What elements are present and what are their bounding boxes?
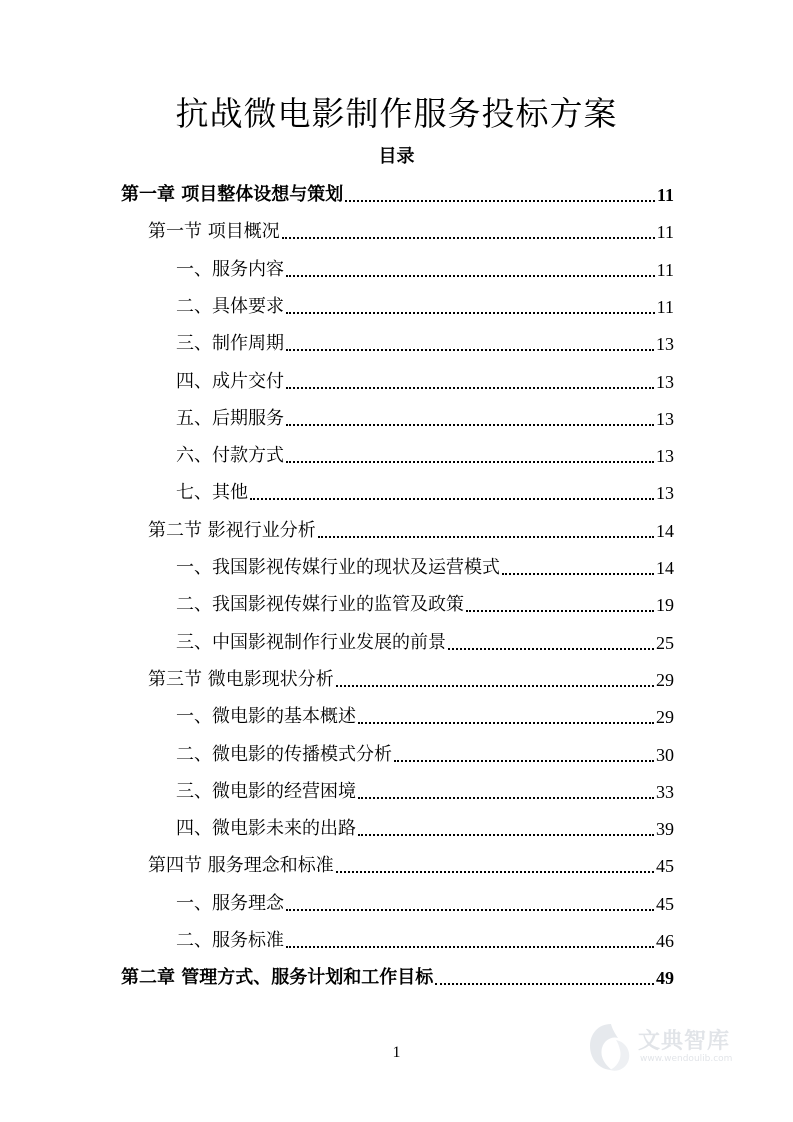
toc-dot-leader: [336, 871, 654, 873]
toc-entry-page: 11: [656, 222, 674, 242]
toc-dot-leader: [286, 461, 654, 463]
toc-entry[interactable]: [176, 368, 674, 394]
toc-entry-label: 三、微电影的经营困境: [176, 781, 356, 802]
toc-entry-label: 四、成片交付: [176, 371, 284, 392]
toc-entry-label: 五、后期服务: [176, 408, 284, 429]
toc-entry-page: 25: [656, 633, 674, 653]
toc-entry-page: 46: [656, 931, 674, 951]
toc-entry-label: 一、微电影的基本概述: [176, 706, 356, 727]
toc-entry-page: 45: [656, 894, 674, 914]
toc-dot-leader: [286, 275, 655, 277]
toc-dot-leader: [250, 498, 654, 500]
toc-entry-label: 二、我国影视传媒行业的监管及政策: [176, 594, 464, 615]
toc-entry-label: 第二节 影视行业分析: [148, 520, 316, 541]
toc-dot-leader: [448, 648, 654, 650]
toc-dot-leader: [286, 424, 654, 426]
toc-entry[interactable]: [176, 629, 674, 655]
watermark: [586, 1018, 756, 1078]
toc-entry[interactable]: [148, 666, 674, 692]
toc-entry-page: 11: [656, 297, 674, 317]
toc-entry-label: 二、服务标准: [176, 930, 284, 951]
toc-entry[interactable]: [176, 330, 674, 356]
toc-entry-page: 13: [656, 483, 674, 503]
page-number: 1: [392, 1044, 401, 1061]
toc-entry-page: 45: [656, 856, 674, 876]
toc-entry[interactable]: [176, 778, 674, 804]
toc-dot-leader: [282, 237, 655, 239]
toc-dot-leader: [286, 349, 654, 351]
toc-dot-leader: [318, 536, 654, 538]
toc-dot-leader: [336, 685, 654, 687]
toc-entry[interactable]: [176, 293, 674, 319]
toc-entry-page: 49: [656, 968, 674, 988]
toc-entry-label: 一、我国影视传媒行业的现状及运营模式: [176, 557, 500, 578]
toc-dot-leader: [286, 946, 654, 948]
toc-entry-page: 11: [656, 260, 674, 280]
watermark-text: 文典智库: [638, 1029, 731, 1054]
toc-entry-label: 三、中国影视制作行业发展的前景: [176, 632, 446, 653]
toc-entry-label: 七、其他: [176, 482, 248, 503]
toc-entry[interactable]: [176, 442, 674, 468]
toc-entry[interactable]: [148, 218, 674, 244]
toc-dot-leader: [358, 834, 654, 836]
toc-entry[interactable]: [176, 554, 674, 580]
toc-entry-page: 29: [656, 707, 674, 727]
toc-entry-page: 11: [656, 185, 674, 205]
toc-dot-leader: [358, 722, 654, 724]
toc-entry[interactable]: [176, 927, 674, 953]
toc-entry-page: 30: [656, 745, 674, 765]
toc-entry-page: 14: [656, 558, 674, 578]
toc-dot-leader: [358, 797, 654, 799]
watermark-url: www.wendoulib.com: [640, 1054, 733, 1064]
toc-entry-label: 一、服务内容: [176, 259, 284, 280]
toc-dot-leader: [435, 983, 654, 985]
toc-entry-label: 第一章 项目整体设想与策划: [121, 184, 344, 205]
toc-entry[interactable]: [176, 815, 674, 841]
toc-dot-leader: [345, 200, 655, 202]
toc-entry[interactable]: [176, 479, 674, 505]
toc-dot-leader: [502, 573, 654, 575]
toc-entry[interactable]: [176, 256, 674, 282]
toc-entry-page: 14: [656, 521, 674, 541]
toc-entry-label: 三、制作周期: [176, 333, 284, 354]
toc-entry[interactable]: [148, 517, 674, 543]
toc-entry-label: 第一节 项目概况: [148, 221, 280, 242]
toc-entry-page: 19: [656, 595, 674, 615]
toc-dot-leader: [286, 387, 654, 389]
toc-entry-page: 33: [656, 782, 674, 802]
watermark-logo-icon: [586, 1020, 636, 1076]
toc-dot-leader: [466, 610, 654, 612]
toc-entry[interactable]: [148, 852, 674, 878]
toc-entry-label: 第三节 微电影现状分析: [148, 669, 334, 690]
toc-entry-label: 二、具体要求: [176, 296, 284, 317]
toc-dot-leader: [286, 312, 655, 314]
toc-entry[interactable]: [176, 741, 674, 767]
toc-entry-label: 六、付款方式: [176, 445, 284, 466]
toc-entry[interactable]: [176, 703, 674, 729]
toc-entry[interactable]: [121, 181, 674, 207]
toc-entry-label: 二、微电影的传播模式分析: [176, 744, 392, 765]
toc-entry-page: 13: [656, 446, 674, 466]
toc-heading: 目录: [378, 146, 415, 167]
document-title: 抗战微电影制作服务投标方案: [175, 94, 618, 133]
toc-entry-page: 29: [656, 670, 674, 690]
toc-dot-leader: [394, 760, 654, 762]
toc-entry[interactable]: [176, 591, 674, 617]
toc-entry-label: 一、服务理念: [176, 893, 284, 914]
toc-entry-label: 四、微电影未来的出路: [176, 818, 356, 839]
toc-entry[interactable]: [121, 964, 674, 990]
toc-entry-page: 13: [656, 409, 674, 429]
toc-entry[interactable]: [176, 890, 674, 916]
toc-entry-label: 第二章 管理方式、服务计划和工作目标: [121, 967, 434, 988]
toc-dot-leader: [286, 909, 654, 911]
toc-entry[interactable]: [176, 405, 674, 431]
toc-entry-page: 13: [656, 334, 674, 354]
toc-entry-page: 13: [656, 372, 674, 392]
toc-entry-page: 39: [656, 819, 674, 839]
toc-entry-label: 第四节 服务理念和标准: [148, 855, 334, 876]
